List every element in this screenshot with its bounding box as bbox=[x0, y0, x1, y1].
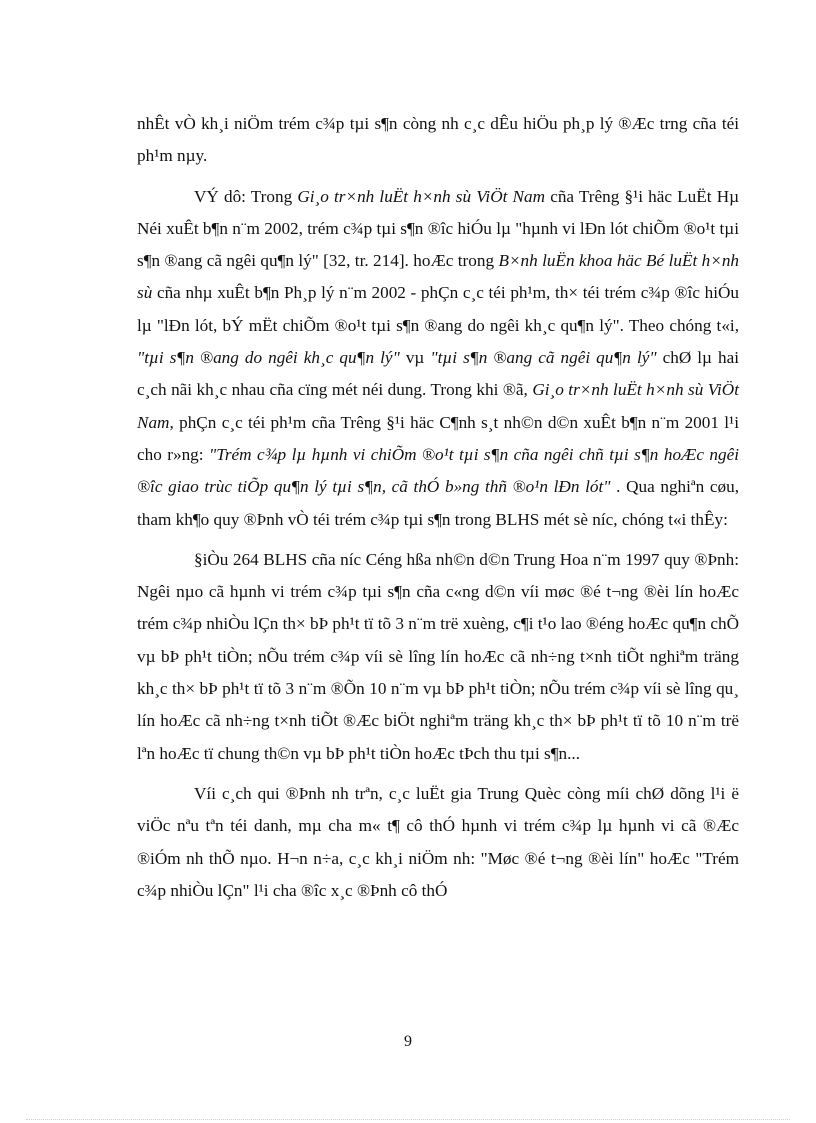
italic-text: Gi¸o tr×nh luËt h×nh sù ViÖt Nam bbox=[137, 380, 739, 432]
text-run: vµ bbox=[399, 348, 431, 368]
text-run: . Qua nghiªn cøu, tham kh¶o quy ®Þnh vÒ téi trém c¾p tµi s¶n trong BLHS mét sè níc, chóng t«i thÊy: bbox=[137, 477, 740, 529]
text-run: nhÊt vÒ kh¸i niÖm trém c¾p tµi s¶n còng nh c¸c dÊu hiÖu ph¸p lý ®Æc trng cña téi ph¹m nµy. bbox=[137, 114, 739, 166]
paragraph bbox=[137, 544, 739, 770]
page-bottom-edge bbox=[26, 1119, 790, 1120]
italic-text: "tµi s¶n ®ang do ngêi kh¸c qu¶n lý" bbox=[137, 348, 400, 368]
italic-text: "tµi s¶n ®ang cã ngêi qu¶n lý" bbox=[430, 348, 657, 368]
page-number: 9 bbox=[404, 1033, 412, 1050]
paragraph bbox=[137, 181, 739, 536]
text-run: cña nhµ xuÊt b¶n Ph¸p lý n¨m 2002 - phÇn c¸c téi ph¹m, th× téi trém c¾p ®îc hiÓu lµ "lÐn lót, bÝ mËt chiÕm ®o¹t tµi s¶n ®ang do ngêi kh¸c qu¶n lý". Theo chóng t«i, bbox=[137, 283, 739, 335]
italic-text: "Trém c¾p lµ hµnh vi chiÕm ®o¹t tµi s¶n cña ngêi chñ tµi s¶n hoÆc ngêi ®îc giao trùc tiÕp qu¶n lý tµi s¶n, cã thÓ b»ng thñ ®o¹n lÐn lót" bbox=[137, 444, 739, 497]
text-run: §iÒu 264 BLHS cña níc Céng hßa nh©n d©n Trung Hoa n¨m 1997 quy ®Þnh: Ngêi nµo cã hµnh vi trém c¾p tµi s¶n cña c«ng d©n víi møc ®é t¬ng ®èi lín hoÆc trém c¾p nhiÒu lÇn th× bÞ ph¹t tï tõ 3 n¨m trë xuèng, c¶i t¹o lao ®éng hoÆc qu¶n chÕ vµ bÞ ph¹t tiÒn; nÕu trém c¾p víi sè lîng lín hoÆc cã nh÷ng t×nh tiÕt nghiªm träng kh¸c th× bÞ ph¹t tï tõ 3 n¨m ®Õn 10 n¨m vµ bÞ ph¹t tiÒn; nÕu trém c¾p víi sè lîng qu¸ lín hoÆc cã nh÷ng t×nh tiÕt ®Æc biÖt nghiªm träng kh¸c th× bÞ ph¹t tï tõ 10 n¨m trë lªn hoÆc tï chung th©n vµ bÞ ph¹t tiÒn hoÆc tÞch thu tµi s¶n... bbox=[137, 549, 739, 763]
paragraph bbox=[137, 778, 739, 907]
text-run: Víi c¸ch qui ®Þnh nh trªn, c¸c luËt gia Trung Quèc còng míi chØ dõng l¹i ë viÖc nªu tªn téi danh, mµ cha m« t¶ cô thÓ hµnh vi trém c¾p lµ hµnh vi cã ®Æc ®iÓm nh thÕ nµo. H¬n n÷a, c¸c kh¸i niÖm nh: "Møc ®é t¬ng ®èi lín" hoÆc "Trém c¾p nhiÒu lÇn" l¹i cha ®îc x¸c ®Þnh cô thÓ bbox=[137, 783, 739, 900]
text-run: chØ lµ hai c¸ch nãi kh¸c nhau cña cïng mét néi dung. Trong khi ®ã, bbox=[137, 348, 739, 400]
text-run: VÝ dô: Trong bbox=[194, 186, 298, 206]
text-run: cña Trêng §¹i häc LuËt Hµ Néi xuÊt b¶n n¨m 2002, trém c¾p tµi s¶n ®îc hiÓu lµ "hµnh vi lÐn lót chiÕm ®o¹t tµi s¶n ®ang cã ngêi qu¶n lý" [32, tr. 214]. hoÆc trong bbox=[137, 186, 740, 271]
italic-text: Gi¸o tr×nh luËt h×nh sù ViÖt Nam bbox=[297, 186, 546, 206]
italic-text: B×nh luËn khoa häc Bé luËt h×nh sù bbox=[137, 251, 740, 303]
body-text bbox=[137, 108, 739, 907]
paragraph bbox=[137, 108, 739, 173]
text-run: , phÇn c¸c téi ph¹m cña Trêng §¹i häc C¶nh s¸t nh©n d©n xuÊt b¶n n¨m 2001 l¹i cho r»ng: bbox=[137, 412, 739, 464]
